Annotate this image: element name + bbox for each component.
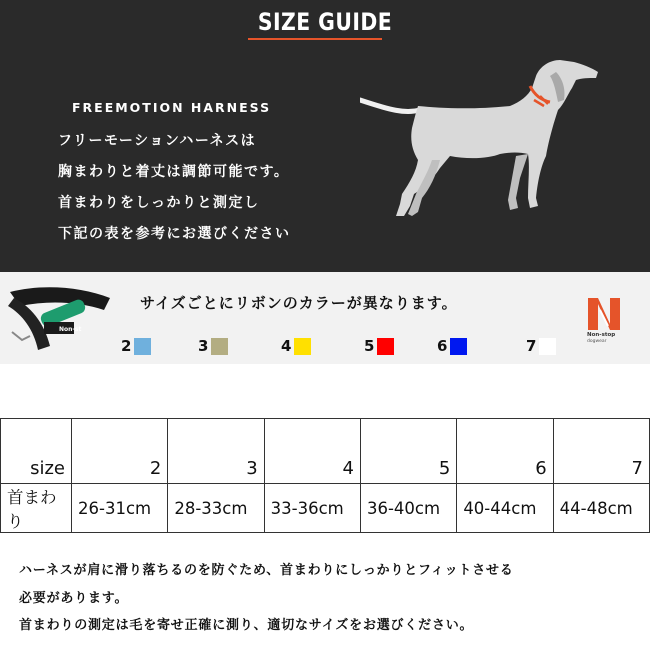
swatch-size-4 bbox=[281, 337, 311, 355]
table-cell: 5 bbox=[360, 419, 456, 484]
ribbon-color-swatch bbox=[377, 338, 394, 355]
product-headline: FREEMOTION HARNESS bbox=[72, 100, 272, 115]
intro-line: 首まわりをしっかりと測定し bbox=[58, 195, 260, 211]
title-underline bbox=[248, 38, 382, 40]
ribbon-note: サイズごとにリボンのカラーが異なります。 bbox=[140, 294, 458, 312]
table-cell: 3 bbox=[168, 419, 264, 484]
harness-photo bbox=[0, 276, 115, 356]
table-cell: 7 bbox=[553, 419, 649, 484]
table-row bbox=[1, 484, 650, 533]
non-stop-logo bbox=[584, 296, 624, 344]
note-line: ハーネスが肩に滑り落ちるのを防ぐため、首まわりにしっかりとフィットさせる bbox=[19, 563, 514, 578]
table-cell: 28-33cm bbox=[168, 484, 264, 533]
size-table bbox=[0, 418, 650, 533]
table-cell: 2 bbox=[72, 419, 168, 484]
table-row bbox=[1, 419, 650, 484]
table-cell: 6 bbox=[457, 419, 553, 484]
swatch-size-5 bbox=[364, 337, 394, 355]
page-title: SIZE GUIDE bbox=[257, 8, 393, 36]
swatch-label: 2 bbox=[121, 337, 132, 355]
dog-illustration bbox=[360, 48, 605, 228]
row-header: 首まわり bbox=[1, 484, 72, 533]
row-header: size bbox=[1, 419, 72, 484]
swatch-label: 6 bbox=[437, 337, 448, 355]
ribbon-color-swatch bbox=[211, 338, 228, 355]
swatch-size-3 bbox=[198, 337, 228, 355]
swatch-label: 3 bbox=[198, 337, 209, 355]
ribbon-color-swatch bbox=[450, 338, 467, 355]
table-cell: 33-36cm bbox=[264, 484, 360, 533]
note-line: 必要があります。 bbox=[19, 590, 129, 606]
table-cell: 44-48cm bbox=[553, 484, 649, 533]
swatch-label: 7 bbox=[526, 337, 537, 355]
note-line: 首まわりの測定は毛を寄せ正確に測り、適切なサイズをお選びください。 bbox=[19, 618, 474, 633]
ribbon-color-swatch bbox=[134, 338, 151, 355]
intro-text bbox=[58, 126, 291, 250]
intro-line: 下記の表を参考にお選びください bbox=[58, 226, 291, 242]
swatch-label: 4 bbox=[281, 337, 292, 355]
svg-text:Non-st: Non-st bbox=[59, 326, 82, 333]
table-cell: 26-31cm bbox=[72, 484, 168, 533]
fit-notes bbox=[19, 557, 514, 640]
table-cell: 4 bbox=[264, 419, 360, 484]
logo-text: Non-stop bbox=[587, 332, 616, 338]
swatch-size-2 bbox=[121, 337, 151, 355]
ribbon-color-swatch bbox=[539, 338, 556, 355]
swatch-label: 5 bbox=[364, 337, 375, 355]
intro-line: 胸まわりと着丈は調節可能です。 bbox=[58, 164, 290, 180]
table-cell: 36-40cm bbox=[360, 484, 456, 533]
table-cell: 40-44cm bbox=[457, 484, 553, 533]
ribbon-color-swatch bbox=[294, 338, 311, 355]
intro-line: フリーモーションハーネスは bbox=[58, 133, 257, 149]
swatch-size-6 bbox=[437, 337, 467, 355]
logo-subtext: dogwear bbox=[587, 339, 607, 344]
swatch-size-7 bbox=[526, 337, 556, 355]
